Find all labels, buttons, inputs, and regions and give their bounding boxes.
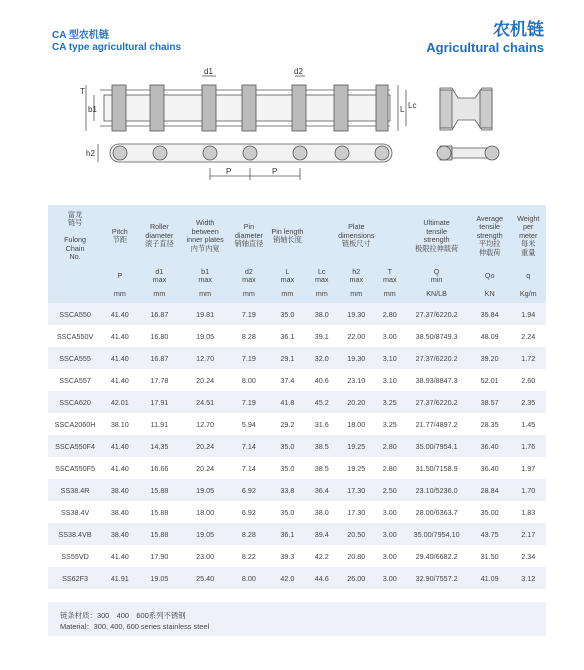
col-header-7: Plate dimensions 链板尺寸 <box>337 205 375 267</box>
table-cell: 5.94 <box>229 413 269 435</box>
table-cell: 27.37/6220.2 <box>404 347 469 369</box>
table-cell: 28.35 <box>469 413 511 435</box>
col-unit-10: KN <box>469 285 511 303</box>
table-cell: 19.30 <box>337 347 375 369</box>
table-cell: 17.78 <box>138 369 182 391</box>
col-unit-0 <box>48 285 102 303</box>
table-cell: 3.00 <box>375 567 404 589</box>
table-cell: 37.4 <box>269 369 306 391</box>
table-row <box>48 523 546 545</box>
col-header-6 <box>306 205 337 267</box>
table-cell: 35.00/7954.10 <box>404 523 469 545</box>
table-cell: 39.1 <box>306 325 337 347</box>
table-cell: 52.01 <box>469 369 511 391</box>
table-cell: 24.51 <box>181 391 229 413</box>
table-cell: 2.50 <box>375 479 404 501</box>
table-cell: 3.00 <box>375 501 404 523</box>
table-cell: 2.24 <box>511 325 547 347</box>
table-row <box>48 479 546 501</box>
table-cell: 2.34 <box>511 545 547 567</box>
table-cell: 3.10 <box>375 347 404 369</box>
table-cell: 7.19 <box>229 347 269 369</box>
table-row <box>48 457 546 479</box>
table-cell: 1.97 <box>511 457 547 479</box>
table-cell: 3.00 <box>375 523 404 545</box>
table-cell: 23.00 <box>181 545 229 567</box>
col-unit-2: mm <box>138 285 182 303</box>
page-subtitle-en: CA type agricultural chains <box>52 42 182 53</box>
table-cell: 2.80 <box>375 457 404 479</box>
table-cell: 8.28 <box>229 523 269 545</box>
col-symbol-4: d2 max <box>229 267 269 285</box>
table-cell: 6.92 <box>229 501 269 523</box>
table-cell: 35.0 <box>269 501 306 523</box>
label-pitch-2: P <box>272 167 278 176</box>
label-L: L <box>400 105 405 114</box>
col-unit-1: mm <box>102 285 137 303</box>
table-cell: 7.19 <box>229 391 269 413</box>
table-row <box>48 413 546 435</box>
header-row-units <box>48 285 546 303</box>
table-cell: 35.0 <box>269 303 306 325</box>
chain-model-cell: SSCA2060H <box>48 413 102 435</box>
col-header-11: Weight per meter 每米 重量 <box>511 205 547 267</box>
table-row <box>48 325 546 347</box>
table-cell: 19.05 <box>181 523 229 545</box>
label-d2: d2 <box>294 68 303 76</box>
table-cell: 36.40 <box>469 435 511 457</box>
table-cell: 40.6 <box>306 369 337 391</box>
chain-model-cell: SS62F3 <box>48 567 102 589</box>
table-cell: 33.8 <box>269 479 306 501</box>
table-cell: 1.76 <box>511 435 547 457</box>
table-cell: 39.20 <box>469 347 511 369</box>
table-cell: 38.10 <box>102 413 137 435</box>
table-cell: 2.60 <box>511 369 547 391</box>
table-cell: 8.00 <box>229 567 269 589</box>
table-row <box>48 347 546 369</box>
col-symbol-5: L max <box>269 267 306 285</box>
table-cell: 2.17 <box>511 523 547 545</box>
table-row <box>48 545 546 567</box>
table-cell: 36.1 <box>269 325 306 347</box>
page-title-cn: 农机链 <box>493 20 544 39</box>
table-cell: 2.80 <box>375 303 404 325</box>
col-unit-8: mm <box>375 285 404 303</box>
table-cell: 38.40 <box>102 501 137 523</box>
table-cell: 20.24 <box>181 435 229 457</box>
table-cell: 12.70 <box>181 413 229 435</box>
table-cell: 7.14 <box>229 435 269 457</box>
table-cell: 32.90/7557.2 <box>404 567 469 589</box>
table-cell: 38.0 <box>306 501 337 523</box>
table-cell: 29.2 <box>269 413 306 435</box>
table-cell: 31.6 <box>306 413 337 435</box>
chain-model-cell: SSCA550F5 <box>48 457 102 479</box>
table-cell: 35.0 <box>269 435 306 457</box>
table-cell: 3.00 <box>375 325 404 347</box>
col-header-1: Pitch 节距 <box>102 205 137 267</box>
col-symbol-2: d1 max <box>138 267 182 285</box>
table-cell: 36.40 <box>469 457 511 479</box>
table-row <box>48 501 546 523</box>
col-symbol-6: Lc max <box>306 267 337 285</box>
specs-table <box>48 205 546 589</box>
table-cell: 39.4 <box>306 523 337 545</box>
table-cell: 38.57 <box>469 391 511 413</box>
table-cell: 31.50/7158.9 <box>404 457 469 479</box>
material-note-cn: 链条材质：300 400 600系列不锈钢 <box>60 611 186 620</box>
header-row-symbols <box>48 267 546 285</box>
table-cell: 41.40 <box>102 369 137 391</box>
label-pitch-1: P <box>226 167 232 176</box>
chain-model-cell: SS55VD <box>48 545 102 567</box>
table-cell: 38.5 <box>306 435 337 457</box>
table-cell: 35.00/7954.1 <box>404 435 469 457</box>
table-cell: 1.45 <box>511 413 547 435</box>
table-cell: 1.94 <box>511 303 547 325</box>
chain-diagram <box>80 68 520 193</box>
col-symbol-3: b1 max <box>181 267 229 285</box>
chain-model-cell: SSCA550 <box>48 303 102 325</box>
table-cell: 41.40 <box>102 435 137 457</box>
table-cell: 19.81 <box>181 303 229 325</box>
header-right <box>426 20 544 56</box>
col-unit-4: mm <box>229 285 269 303</box>
col-symbol-11: q <box>511 267 547 285</box>
table-cell: 8.28 <box>229 325 269 347</box>
table-cell: 41.40 <box>102 545 137 567</box>
table-cell: 28.00/6363.7 <box>404 501 469 523</box>
table-cell: 41.40 <box>102 303 137 325</box>
col-header-5: Pin length 销轴长度 <box>269 205 306 267</box>
table-cell: 20.24 <box>181 457 229 479</box>
table-cell: 35.00 <box>469 501 511 523</box>
table-cell: 41.40 <box>102 457 137 479</box>
table-cell: 19.25 <box>337 435 375 457</box>
table-cell: 25.40 <box>181 567 229 589</box>
table-cell: 1.70 <box>511 479 547 501</box>
table-cell: 19.05 <box>181 479 229 501</box>
table-cell: 2.80 <box>375 435 404 457</box>
table-cell: 8.00 <box>229 369 269 391</box>
chain-model-cell: SS38.4R <box>48 479 102 501</box>
col-header-4: Pin diameter 销轴直径 <box>229 205 269 267</box>
table-cell: 22.00 <box>337 325 375 347</box>
table-cell: 38.50/8749.3 <box>404 325 469 347</box>
table-cell: 29.40/6682.2 <box>404 545 469 567</box>
table-cell: 41.8 <box>269 391 306 413</box>
table-cell: 31.50 <box>469 545 511 567</box>
table-row <box>48 435 546 457</box>
table-cell: 1.72 <box>511 347 547 369</box>
col-header-2: Roller diameter 滚子直径 <box>138 205 182 267</box>
header-left <box>52 30 181 54</box>
table-cell: 29.1 <box>269 347 306 369</box>
table-cell: 11.91 <box>138 413 182 435</box>
table-cell: 27.37/6220.2 <box>404 391 469 413</box>
table-cell: 44.6 <box>306 567 337 589</box>
table-cell: 38.93/8847.3 <box>404 369 469 391</box>
col-symbol-7: h2 max <box>337 267 375 285</box>
table-cell: 36.4 <box>306 479 337 501</box>
material-note <box>60 610 209 632</box>
col-header-0: 富龙 链号 Fulong Chain No. <box>48 205 102 267</box>
table-row <box>48 391 546 413</box>
label-d1: d1 <box>204 68 213 76</box>
table-cell: 20.24 <box>181 369 229 391</box>
table-cell: 16.66 <box>138 457 182 479</box>
table-cell: 19.05 <box>138 567 182 589</box>
chain-model-cell: SSCA555 <box>48 347 102 369</box>
table-cell: 20.20 <box>337 391 375 413</box>
col-symbol-8: T max <box>375 267 404 285</box>
table-cell: 32.0 <box>306 347 337 369</box>
col-unit-9: KN/LB <box>404 285 469 303</box>
table-cell: 42.2 <box>306 545 337 567</box>
table-row <box>48 303 546 325</box>
chain-model-cell: SS38.4VB <box>48 523 102 545</box>
table-cell: 14.35 <box>138 435 182 457</box>
col-header-8 <box>375 205 404 267</box>
table-cell: 21.77/4897.2 <box>404 413 469 435</box>
table-cell: 48.09 <box>469 325 511 347</box>
table-row <box>48 369 546 391</box>
col-symbol-10: Qo <box>469 267 511 285</box>
chain-model-cell: SSCA620 <box>48 391 102 413</box>
table-cell: 41.09 <box>469 567 511 589</box>
col-header-9: Ultimate tensile strength 极限拉伸载荷 <box>404 205 469 267</box>
table-cell: 19.05 <box>181 325 229 347</box>
table-cell: 17.90 <box>138 545 182 567</box>
table-cell: 45.2 <box>306 391 337 413</box>
label-b1: b1 <box>88 105 97 114</box>
label-Lc: Lc <box>408 101 417 110</box>
table-cell: 18.00 <box>337 413 375 435</box>
label-T: T <box>80 87 85 96</box>
col-symbol-1: P <box>102 267 137 285</box>
table-cell: 3.25 <box>375 391 404 413</box>
chain-model-cell: SSCA557 <box>48 369 102 391</box>
table-cell: 3.25 <box>375 413 404 435</box>
specs-table-body <box>48 303 546 589</box>
table-cell: 42.01 <box>102 391 137 413</box>
col-unit-11: Kg/m <box>511 285 547 303</box>
table-cell: 17.30 <box>337 501 375 523</box>
col-unit-6: mm <box>306 285 337 303</box>
table-cell: 16.87 <box>138 303 182 325</box>
table-cell: 35.84 <box>469 303 511 325</box>
chain-model-cell: SSCA550V <box>48 325 102 347</box>
col-header-10: Average tensile strength 平均拉 伸载荷 <box>469 205 511 267</box>
table-cell: 43.75 <box>469 523 511 545</box>
table-cell: 3.00 <box>375 545 404 567</box>
material-note-en: Material：300, 400, 600 series stainless steel <box>60 622 210 631</box>
table-cell: 28.84 <box>469 479 511 501</box>
page-title-en: Agricultural chains <box>426 40 544 55</box>
table-cell: 19.30 <box>337 303 375 325</box>
table-cell: 7.19 <box>229 303 269 325</box>
table-cell: 3.12 <box>511 567 547 589</box>
table-cell: 27.37/6220.2 <box>404 303 469 325</box>
table-cell: 1.83 <box>511 501 547 523</box>
table-cell: 20.50 <box>337 523 375 545</box>
table-cell: 39.3 <box>269 545 306 567</box>
table-cell: 2.35 <box>511 391 547 413</box>
table-cell: 15.88 <box>138 501 182 523</box>
table-cell: 19.25 <box>337 457 375 479</box>
page-subtitle-cn: CA 型农机链 <box>52 30 109 41</box>
table-cell: 41.40 <box>102 325 137 347</box>
table-cell: 41.91 <box>102 567 137 589</box>
col-symbol-0 <box>48 267 102 285</box>
table-cell: 3.10 <box>375 369 404 391</box>
table-cell: 8.22 <box>229 545 269 567</box>
table-cell: 38.40 <box>102 523 137 545</box>
header-row-names <box>48 205 546 267</box>
table-cell: 23.10/5236.0 <box>404 479 469 501</box>
table-cell: 42.0 <box>269 567 306 589</box>
table-cell: 16.87 <box>138 347 182 369</box>
chain-model-cell: SS38.4V <box>48 501 102 523</box>
table-cell: 6.92 <box>229 479 269 501</box>
table-cell: 20.80 <box>337 545 375 567</box>
label-h2: h2 <box>86 149 95 158</box>
table-cell: 15.88 <box>138 523 182 545</box>
table-cell: 12.70 <box>181 347 229 369</box>
table-cell: 38.0 <box>306 303 337 325</box>
table-cell: 15.88 <box>138 479 182 501</box>
table-cell: 36.1 <box>269 523 306 545</box>
table-cell: 26.00 <box>337 567 375 589</box>
col-unit-3: mm <box>181 285 229 303</box>
table-cell: 16.80 <box>138 325 182 347</box>
table-cell: 17.30 <box>337 479 375 501</box>
chain-model-cell: SSCA550F4 <box>48 435 102 457</box>
table-cell: 41.40 <box>102 347 137 369</box>
table-cell: 38.40 <box>102 479 137 501</box>
table-cell: 23.10 <box>337 369 375 391</box>
col-symbol-9: Q min <box>404 267 469 285</box>
table-cell: 18.00 <box>181 501 229 523</box>
table-cell: 35.0 <box>269 457 306 479</box>
col-unit-5: mm <box>269 285 306 303</box>
table-cell: 38.5 <box>306 457 337 479</box>
table-row <box>48 567 546 589</box>
table-cell: 17.91 <box>138 391 182 413</box>
col-header-3: Width between inner plates 内节内宽 <box>181 205 229 267</box>
col-unit-7: mm <box>337 285 375 303</box>
table-cell: 7.14 <box>229 457 269 479</box>
